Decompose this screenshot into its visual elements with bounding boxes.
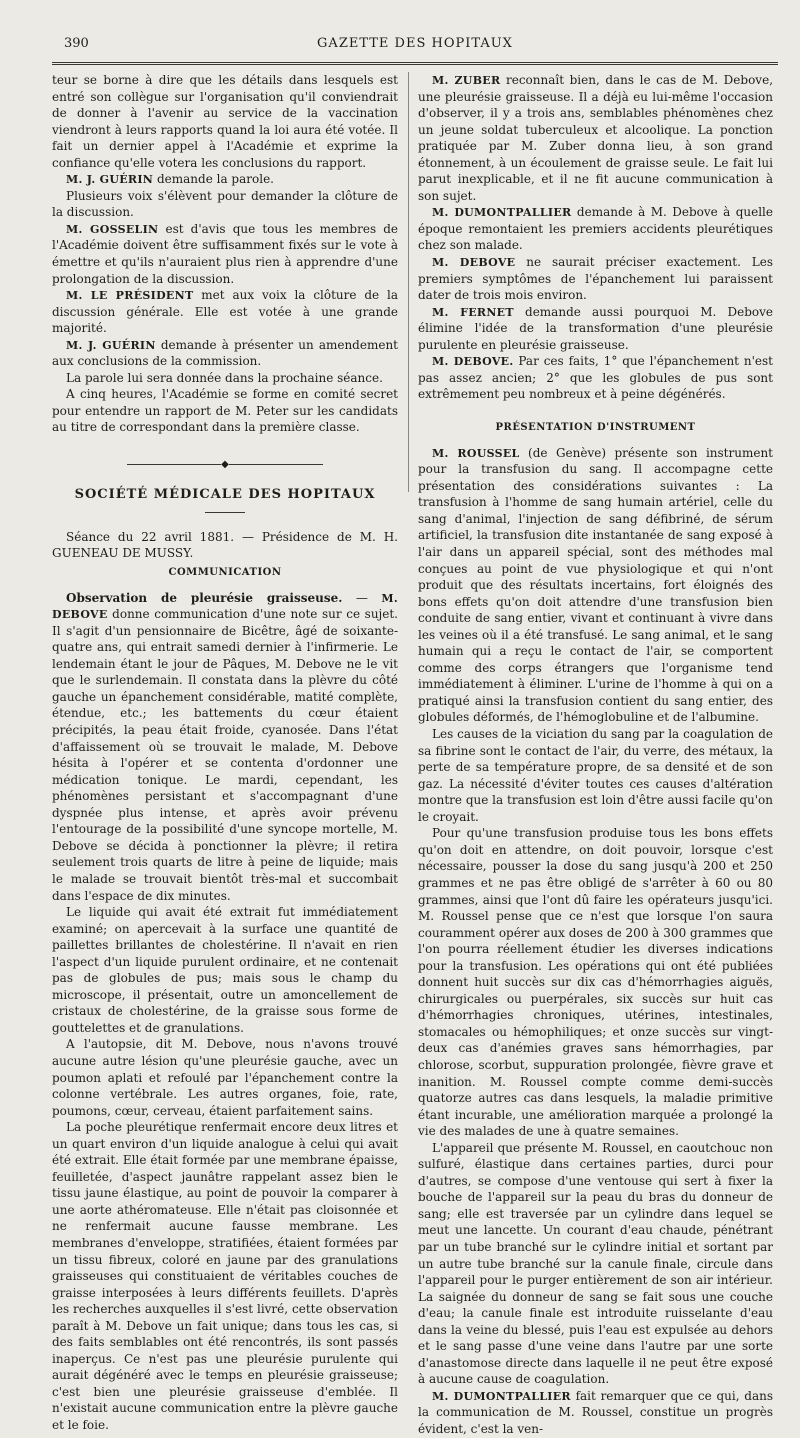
paragraph xyxy=(418,254,773,304)
left-column xyxy=(52,72,398,1432)
paragraph: Les causes de la viciation du sang par la coagulation de sa fibrine sont le contact de l'air, du verre, des métaux, la perte de sa température propre, de sa densité et de son gaz. La nécessité d'éviter toutes ces causes d'altération montre que la transfusion est loin d'être aussi facile qu'on le croyait. xyxy=(418,727,773,824)
paragraph: teur se borne à dire que les détails dans lesquels est entré son collègue sur l'organisation qu'il conviendrait de donner à l'avenir au service de la vaccination viendront à leurs rapports quand la loi aura été votée. Il fait un dernier appel à l'Académie et exprime la confiance qu'elle votera les conclusions du rapport. xyxy=(52,73,398,170)
speaker-name: M. ROUSSEL xyxy=(432,446,520,460)
paragraph: Le liquide qui avait été extrait fut immédiatement examiné; on apercevait à la surface une quantité de paillettes brillantes de cholestérine. Il n'avait en rien l'aspect d'un liquide purulent ordinaire, et ne contenait pas de globules de pus; mais sous le champ du microscope, il présentait, outre un amoncellement de cristaux de cholestérine, de la graisse sous forme de gouttelettes et de granulations. xyxy=(52,905,398,1035)
paragraph xyxy=(52,171,398,188)
column-rule xyxy=(408,72,409,492)
paragraph-text: met aux voix la clôture de la discussion générale. Elle est votée à une grande majorité. xyxy=(52,288,398,336)
speaker-name: M. J. GUÉRIN xyxy=(66,173,154,187)
subsection-title: PRÉSENTATION D'INSTRUMENT xyxy=(495,421,696,433)
paragraph-text: est d'avis que tous les membres de l'Académie doivent être suffisamment fixés sur le vote à émettre et qu'ils n'auraient plus rien à apprendre d'une prolongation de la discussion. xyxy=(52,221,398,286)
running-title: GAZETTE DES HOPITAUX xyxy=(317,36,513,51)
speaker-name: M. DUMONTPALLIER xyxy=(432,206,572,220)
paragraph xyxy=(418,1388,773,1438)
speaker-name: M. FERNET xyxy=(432,305,514,319)
paragraph-text: demande la parole. xyxy=(153,172,274,187)
paragraph xyxy=(418,304,773,354)
session-line: Séance du 22 avril 1881. — Présidence de M. H. GUENEAU DE MUSSY. xyxy=(52,529,398,561)
speaker-name: M. DUMONTPALLIER xyxy=(432,1389,571,1403)
paragraph: Pour qu'une transfusion produise tous les bons effets qu'on doit en attendre, on doit pouvoir, lorsque c'est nécessaire, pousser la dose du sang jusqu'à 200 et 250 grammes et ne pas être obligé de s'arrêter à 60 ou 80 grammes, ainsi que l'ont dû faire les opérateurs jusqu'ici. M. Roussel pense que ce n'est que lorsque l'on saura couramment opérer aux doses de 200 à 300 grammes que l'on pourra réellement étudier les diverses indications pour la transfusion. Les opérations qui ont été publiées donnent huit succès sur dix cas d'hémorrhagies aiguës, chirurgicales ou puerpérales, six succès sur huit cas d'hémorrhagies chroniques, utérines, intestinales, stomacales ou hémophiliques; et onze succès sur vingt-deux cas d'anémies graves sans hémorrhagies, par chlorose, scorbut, suppuration prolongée, fièvre grave et inanition. M. Roussel compte comme demi-succès quatorze autres cas dans lesquels, la maladie primitive étant incurable, une amélioration marquée a prolongé la vie des malades de une à quatre semaines. xyxy=(418,826,773,1139)
paragraph: La poche pleurétique renfermait encore deux litres et un quart environ d'un liquide analogue à celui qui avait été extrait. Elle était formée par une membrane épaisse, feuilletée, d'aspect jaunâtre rappelant assez bien le tissu jaune élastique, au point de pouvoir la comparer à une aorte athéromateuse. Elle n'était pas cloisonnée et ne renfermait aucune fausse membrane. Les membranes d'enveloppe, stratifiées, étaient formées par un tissu fibreux, coloré en jaune par des granulations graisseuses qui constituaient de véritables couches de graisse interposées à leurs différents feuillets. D'après les recherches auxquelles il s'est livré, cette observation paraît à M. Debove un fait unique; dans tous les cas, si des faits semblables ont été rencontrés, ils sont passés inaperçus. Ce n'est pas une pleurésie purulente qui aurait dégénéré avec le temps en pleurésie graisseuse; c'est bien une pleurésie graisseuse d'emblée. Il n'existait aucune communication entre la plèvre gauche et le foie. xyxy=(52,1120,398,1432)
paragraph xyxy=(418,353,773,403)
paragraph xyxy=(52,337,398,370)
speaker-name: M. GOSSELIN xyxy=(66,222,159,236)
speaker-name: M. DEBOVE. xyxy=(432,355,514,369)
speaker-name: M. ZUBER xyxy=(432,74,501,87)
subsection-title: COMMUNICATION xyxy=(168,566,282,578)
right-column xyxy=(418,72,774,1436)
paragraph-text: reconnaît bien, dans le cas de M. Debove, une pleurésie graisseuse. Il a déjà eu lui-même l'occasion d'observer, il y a trois ans, semblables phénomènes chez un jeune soldat tuberculeux et alcoolique. La ponction pratiquée par M. Zuber donna lieu, à son grand étonnement, à un écoulement de graisse seule. Le fait lui parut inexplicable, et il ne fit aucune communication à son sujet. xyxy=(418,73,774,203)
paragraph: L'appareil que présente M. Roussel, en caoutchouc non sulfuré, élastique dans certaines parties, durci pour d'autres, se compose d'une ventouse qui sert à fixer la bouche de l'appareil sur la peau du bras du donneur de sang; elle est traversée par un cylindre dans lequel se meut une lancette. Un courant d'eau chaude, pénétrant par un tube branché sur le cylindre initial et sortant par un autre tube branché sur la canule finale, circule dans l'appareil pour le purger entièrement de son air intérieur. La saignée du donneur de sang se fait sous une couche d'eau; la canule finale est introduite ruisselante d'eau dans la veine du blessé, puis l'eau est expulsée au dehors et le sang passe d'une veine dans l'autre par une sorte d'anastomose directe dans laquelle il ne peut être exposé à aucune cause de coagulation. xyxy=(418,1140,773,1387)
paragraph: Plusieurs voix s'élèvent pour demander la clôture de la discussion. xyxy=(52,188,398,220)
paragraph-text: (de Genève) présente son instrument pour la transfusion du sang. Il accompagne cette présentation des considérations suivantes : La transfusion à l'homme de sang humain artériel, celle du sang d'animal, l'injection de sang défibriné, de sérum artificiel, la transfusion dite instantanée de sang exposé à l'air dans un appareil spécial, sont des méthodes mal conçues au point de vue physiologique et qui n'ont produit que des résultats incertains, fort éloignés des bons effets qu'on doit attendre d'une transfusion bien conduite de sang entier, vivant et continuant à vivre dans les veines où il a été transfusé. Le sang animal, et le sang humain qui a reçu le contact de l'air, se comportent comme des corps étrangers que l'organisme tend immédiatement à éliminer. L'urine de l'homme à qui on a pratiqué ainsi la transfusion contient du sang entier, des globules déformés, de l'hémoglobuline et de l'albumine. xyxy=(418,445,773,725)
page-number: 390 xyxy=(64,36,89,51)
paragraph-text: fait remarquer que ce qui, dans la communication de M. Roussel, constitue un progrès évident, c'est la ven- xyxy=(418,1388,773,1436)
paragraph xyxy=(52,221,398,287)
paragraph-text: demande aussi pourquoi M. Debove élimine l'idée de la transformation d'une pleurésie purulente en pleurésie graisseuse. xyxy=(418,304,773,352)
speaker-name: M. DEBOVE xyxy=(52,591,398,622)
paragraph-text: demande à M. Debove à quelle époque remontaient les premiers accidents pleurétiques chez son malade. xyxy=(418,205,773,253)
page-header xyxy=(52,28,778,65)
paragraph xyxy=(418,445,773,726)
section-title: SOCIÉTÉ MÉDICALE DES HOPITAUX xyxy=(74,486,376,502)
paragraph-text: Par ces faits, 1° que l'épanchement n'est pas assez ancien; 2° que les globules de pus sont extrêmement peu nombreux et à peine dégénérés. xyxy=(418,354,773,402)
paragraph-text: ne saurait préciser exactement. Les premiers symptômes de l'épanchement lui paraissent dater de trois mois environ. xyxy=(418,255,773,303)
speaker-name: M. J. GUÉRIN xyxy=(66,338,156,352)
paragraph xyxy=(418,204,773,254)
paragraph-text: demande à présenter un amendement aux conclusions de la commission. xyxy=(52,337,398,369)
paragraph xyxy=(418,72,773,204)
paragraph xyxy=(52,590,398,904)
speaker-name: M. DEBOVE xyxy=(432,256,516,270)
separator: — xyxy=(342,590,382,605)
speaker-name: M. LE PRÉSIDENT xyxy=(66,289,194,303)
paragraph xyxy=(52,287,398,337)
paragraph-text: donne communication d'une note sur ce sujet. Il s'agit d'un pensionnaire de Bicêtre, âgé de soixante-quatre ans, qui entrait samedi dernier à l'infirmerie. Le lendemain étant le jour de Pâques, M. Debove ne le vit que le surlendemain. Il constata dans la plèvre du côté gauche un épanchement considérable, matité complète, étendue, etc.; les battements du cœur étaient précipités, la peau était froide, cyanosée. Dans l'état d'affaissement où se trouvait le malade, M. Debove hésita à l'opérer et se contenta d'ordonner une médication tonique. Le mardi, cependant, les phénomènes persistant et s'accompagnant d'une dyspnée plus intense, et après avoir prévenu l'entourage de la possibilité d'une syncope mortelle, M. Debove se décida à ponctionner la plèvre; il retira seulement trois quarts de litre à peine de liquide; mais le malade se trouvait bientôt très-mal et succombait dans l'espace de dix minutes. xyxy=(52,607,398,903)
paragraph: A cinq heures, l'Académie se forme en comité secret pour entendre un rapport de M. Peter sur les candidats au titre de correspondant dans la première classe. xyxy=(52,387,398,435)
title-rule xyxy=(205,512,245,513)
paragraph: La parole lui sera donnée dans la prochaine séance. xyxy=(66,370,383,385)
section-divider: ◆ xyxy=(52,458,398,472)
paragraph: A l'autopsie, dit M. Debove, nous n'avons trouvé aucune autre lésion qu'une pleurésie gauche, avec un poumon aplati et refoulé par l'épanchement contre la colonne vertébrale. Les autres organes, foie, rate, poumons, cœur, cerveau, étaient parfaitement sains. xyxy=(52,1037,398,1118)
observation-title: Observation de pleurésie graisseuse. xyxy=(66,590,343,605)
